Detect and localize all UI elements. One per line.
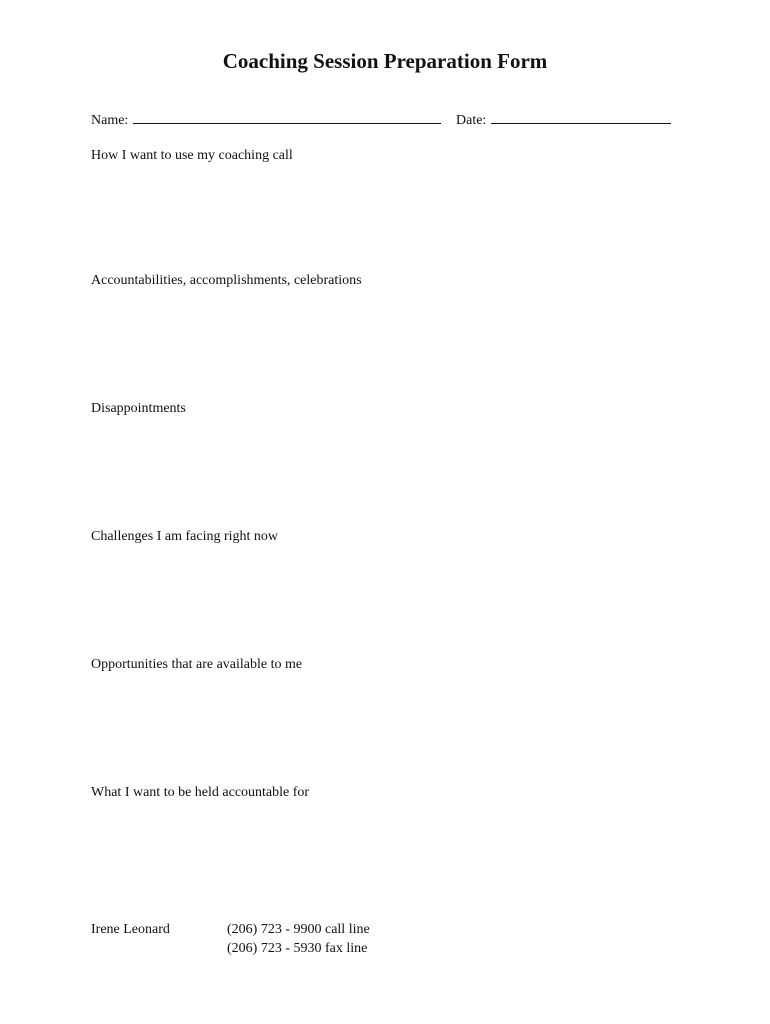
answer-area-disappointments[interactable] [91, 423, 681, 519]
answer-area-coaching-call-use[interactable] [91, 170, 681, 266]
section-label-coaching-call-use: How I want to use my coaching call [91, 148, 293, 163]
date-field[interactable] [491, 111, 671, 124]
answer-area-opportunities[interactable] [91, 679, 681, 775]
date-field-row [456, 111, 671, 130]
section-label-challenges: Challenges I am facing right now [91, 529, 279, 544]
name-label: Name: [91, 113, 129, 128]
contact-name: Irene Leonard [91, 922, 170, 937]
answer-area-accountabilities[interactable] [91, 295, 681, 391]
form-title: Coaching Session Preparation Form [222, 49, 548, 73]
section-label-held-accountable: What I want to be held accountable for [91, 785, 310, 800]
fax-line-phone: (206) 723 - 5930 fax line [227, 941, 368, 956]
answer-area-held-accountable[interactable] [91, 807, 681, 903]
section-label-disappointments: Disappointments [91, 401, 186, 416]
name-field[interactable] [133, 111, 441, 124]
section-label-accountabilities: Accountabilities, accomplishments, celebrations [91, 273, 362, 288]
answer-area-challenges[interactable] [91, 551, 681, 647]
name-field-row [91, 111, 441, 130]
call-line-phone: (206) 723 - 9900 call line [227, 922, 370, 937]
section-label-opportunities: Opportunities that are available to me [91, 657, 303, 672]
date-label: Date: [456, 113, 487, 128]
